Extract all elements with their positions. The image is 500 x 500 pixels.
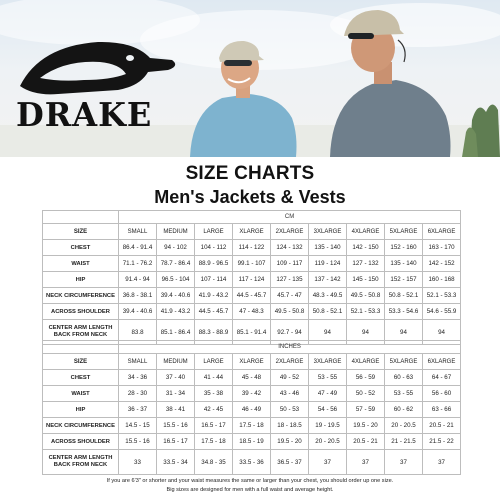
table-cell: 36 - 37 — [119, 402, 157, 418]
page-subtitle: Men's Jackets & Vests — [154, 187, 346, 207]
table-cell: 45 - 48 — [233, 370, 271, 386]
table-row — [43, 418, 461, 434]
row-label: CHEST — [43, 370, 119, 386]
table-cell: 16.5 - 17 — [157, 434, 195, 450]
row-label: CENTER ARM LENGTH BACK FROM NECK — [43, 320, 119, 345]
table-cell: 50 - 52 — [347, 386, 385, 402]
size-column-header: 3XLARGE — [309, 224, 347, 240]
table-cell: 91.4 - 94 — [119, 272, 157, 288]
table-cell: 94 — [347, 320, 385, 345]
table-cell: 31 - 34 — [157, 386, 195, 402]
size-table-inches — [42, 340, 461, 475]
table-cell: 47 - 48.3 — [233, 304, 271, 320]
size-column-header: 5XLARGE — [385, 224, 423, 240]
footnote-line-1: If you are 6'3" or shorter and your waist measures the same or larger than your chest, you should order up one size. — [106, 478, 394, 484]
table-cell: 88.3 - 88.9 — [195, 320, 233, 345]
unit-label: CM — [119, 211, 461, 224]
table-cell: 71.1 - 76.2 — [119, 256, 157, 272]
size-column-header: SMALL — [119, 354, 157, 370]
table-cell: 114 - 122 — [233, 240, 271, 256]
table-cell: 15.5 - 16 — [119, 434, 157, 450]
size-column-header: 6XLARGE — [423, 224, 461, 240]
header-row — [43, 224, 461, 240]
unit-row — [43, 211, 461, 224]
table-cell: 18.5 - 19 — [233, 434, 271, 450]
row-label: WAIST — [43, 256, 119, 272]
table-cell: 49 - 52 — [271, 370, 309, 386]
table-cell: 94 — [385, 320, 423, 345]
table-cell: 53 - 55 — [385, 386, 423, 402]
table-cell: 37 - 40 — [157, 370, 195, 386]
table-cell: 37 — [423, 450, 461, 475]
table-cell: 60 - 62 — [385, 402, 423, 418]
table-cell: 20 - 20.5 — [309, 434, 347, 450]
table-cell: 43 - 46 — [271, 386, 309, 402]
size-header: SIZE — [43, 224, 119, 240]
table-cell: 117 - 124 — [233, 272, 271, 288]
table-cell: 127 - 132 — [347, 256, 385, 272]
table-row — [43, 370, 461, 386]
footnote-line-2: Big sizes are designed for men with a full waist and average height. — [166, 487, 334, 493]
table-cell: 19.5 - 20 — [347, 418, 385, 434]
header-row — [43, 354, 461, 370]
table-cell: 34.8 - 35 — [195, 450, 233, 475]
size-header: SIZE — [43, 354, 119, 370]
table-cell: 124 - 132 — [271, 240, 309, 256]
unit-spacer — [43, 211, 119, 224]
table-cell: 14.5 - 15 — [119, 418, 157, 434]
unit-label: INCHES — [119, 341, 461, 354]
size-column-header: XLARGE — [233, 354, 271, 370]
row-label: HIP — [43, 402, 119, 418]
table-cell: 33.5 - 36 — [233, 450, 271, 475]
table-row — [43, 288, 461, 304]
table-cell: 145 - 150 — [347, 272, 385, 288]
size-column-header: 4XLARGE — [347, 354, 385, 370]
size-column-header: LARGE — [195, 354, 233, 370]
table-cell: 142 - 152 — [423, 256, 461, 272]
table-cell: 21.5 - 22 — [423, 434, 461, 450]
size-column-header: MEDIUM — [157, 354, 195, 370]
table-cell: 88.9 - 96.5 — [195, 256, 233, 272]
table-cell: 35 - 38 — [195, 386, 233, 402]
table-cell: 85.1 - 86.4 — [157, 320, 195, 345]
table-cell: 52.1 - 53.3 — [423, 288, 461, 304]
table-cell: 160 - 168 — [423, 272, 461, 288]
hero-banner — [0, 0, 500, 157]
table-cell: 135 - 140 — [309, 240, 347, 256]
table-cell: 107 - 114 — [195, 272, 233, 288]
title-block — [0, 163, 500, 208]
size-column-header: 5XLARGE — [385, 354, 423, 370]
size-column-header: MEDIUM — [157, 224, 195, 240]
table-cell: 37 — [309, 450, 347, 475]
table-cell: 41 - 44 — [195, 370, 233, 386]
table-cell: 38 - 41 — [157, 402, 195, 418]
table-cell: 92.7 - 94 — [271, 320, 309, 345]
table-cell: 142 - 150 — [347, 240, 385, 256]
table-cell: 20 - 20.5 — [385, 418, 423, 434]
table-cell: 94 — [309, 320, 347, 345]
table-cell: 104 - 112 — [195, 240, 233, 256]
table-cell: 36.5 - 37 — [271, 450, 309, 475]
table-cell: 63 - 66 — [423, 402, 461, 418]
table-cell: 57 - 59 — [347, 402, 385, 418]
table-cell: 60 - 63 — [385, 370, 423, 386]
size-column-header: 2XLARGE — [271, 224, 309, 240]
table-cell: 50 - 53 — [271, 402, 309, 418]
row-label: CHEST — [43, 240, 119, 256]
table-cell: 64 - 67 — [423, 370, 461, 386]
table-cell: 19.5 - 20 — [271, 434, 309, 450]
table-cell: 137 - 142 — [309, 272, 347, 288]
table-cell: 41.9 - 43.2 — [195, 288, 233, 304]
table-cell: 50.8 - 52.1 — [309, 304, 347, 320]
table-cell: 19 - 19.5 — [309, 418, 347, 434]
table-cell: 96.5 - 104 — [157, 272, 195, 288]
table-cell: 83.8 — [119, 320, 157, 345]
table-cell: 20.5 - 21 — [347, 434, 385, 450]
table-cell: 17.5 - 18 — [195, 434, 233, 450]
size-column-header: 3XLARGE — [309, 354, 347, 370]
table-cell: 21 - 21.5 — [385, 434, 423, 450]
table-cell: 109 - 117 — [271, 256, 309, 272]
table-cell: 56 - 60 — [423, 386, 461, 402]
row-label: CENTER ARM LENGTH BACK FROM NECK — [43, 450, 119, 475]
table-cell: 39.4 - 40.6 — [119, 304, 157, 320]
row-label: ACROSS SHOULDER — [43, 434, 119, 450]
table-cell: 99.1 - 107 — [233, 256, 271, 272]
row-label: HIP — [43, 272, 119, 288]
footnote — [0, 477, 500, 495]
row-label: ACROSS SHOULDER — [43, 304, 119, 320]
row-label: NECK CIRCUMFERENCE — [43, 418, 119, 434]
unit-row — [43, 341, 461, 354]
size-column-header: LARGE — [195, 224, 233, 240]
table-row — [43, 304, 461, 320]
table-cell: 44.5 - 45.7 — [233, 288, 271, 304]
table-cell: 52.1 - 53.3 — [347, 304, 385, 320]
table-cell: 78.7 - 86.4 — [157, 256, 195, 272]
table-cell: 54.6 - 55.9 — [423, 304, 461, 320]
table-cell: 127 - 135 — [271, 272, 309, 288]
size-column-header: XLARGE — [233, 224, 271, 240]
unit-spacer — [43, 341, 119, 354]
table-cell: 15.5 - 16 — [157, 418, 195, 434]
table-cell: 53 - 55 — [309, 370, 347, 386]
table-row — [43, 434, 461, 450]
table-row — [43, 402, 461, 418]
table-cell: 44.5 - 45.7 — [195, 304, 233, 320]
table-cell: 152 - 157 — [385, 272, 423, 288]
table-cell: 86.4 - 91.4 — [119, 240, 157, 256]
table-cell: 56 - 59 — [347, 370, 385, 386]
table-row — [43, 256, 461, 272]
table-cell: 50.8 - 52.1 — [385, 288, 423, 304]
table-cell: 46 - 49 — [233, 402, 271, 418]
table-cell: 53.3 - 54.6 — [385, 304, 423, 320]
table-cell: 34 - 36 — [119, 370, 157, 386]
table-cell: 152 - 160 — [385, 240, 423, 256]
table-cell: 49.5 - 50.8 — [271, 304, 309, 320]
table-cell: 41.9 - 43.2 — [157, 304, 195, 320]
table-cell: 33.5 - 34 — [157, 450, 195, 475]
table-cell: 48.3 - 49.5 — [309, 288, 347, 304]
table-cell: 18 - 18.5 — [271, 418, 309, 434]
size-column-header: 6XLARGE — [423, 354, 461, 370]
row-label: NECK CIRCUMFERENCE — [43, 288, 119, 304]
table-cell: 16.5 - 17 — [195, 418, 233, 434]
table-cell: 20.5 - 21 — [423, 418, 461, 434]
table-cell: 49.5 - 50.8 — [347, 288, 385, 304]
table-cell: 37 — [347, 450, 385, 475]
table-cell: 36.8 - 38.1 — [119, 288, 157, 304]
table-cell: 85.1 - 91.4 — [233, 320, 271, 345]
table-cell: 163 - 170 — [423, 240, 461, 256]
table-cell: 37 — [385, 450, 423, 475]
table-cell: 45.7 - 47 — [271, 288, 309, 304]
table-row — [43, 272, 461, 288]
table-cell: 39.4 - 40.6 — [157, 288, 195, 304]
table-cell: 17.5 - 18 — [233, 418, 271, 434]
size-table-cm — [42, 210, 461, 345]
size-column-header: 4XLARGE — [347, 224, 385, 240]
table-row — [43, 450, 461, 475]
table-cell: 28 - 30 — [119, 386, 157, 402]
brand-wordmark: DRAKE — [16, 95, 153, 134]
table-row — [43, 386, 461, 402]
table-cell: 47 - 49 — [309, 386, 347, 402]
table-cell: 135 - 140 — [385, 256, 423, 272]
table-cell: 33 — [119, 450, 157, 475]
table-row — [43, 240, 461, 256]
size-column-header: 2XLARGE — [271, 354, 309, 370]
table-cell: 54 - 56 — [309, 402, 347, 418]
table-cell: 119 - 124 — [309, 256, 347, 272]
table-cell: 39 - 42 — [233, 386, 271, 402]
page-title: SIZE CHARTS — [185, 163, 315, 184]
table-cell: 94 - 102 — [157, 240, 195, 256]
table-cell: 94 — [423, 320, 461, 345]
size-column-header: SMALL — [119, 224, 157, 240]
table-cell: 42 - 45 — [195, 402, 233, 418]
row-label: WAIST — [43, 386, 119, 402]
